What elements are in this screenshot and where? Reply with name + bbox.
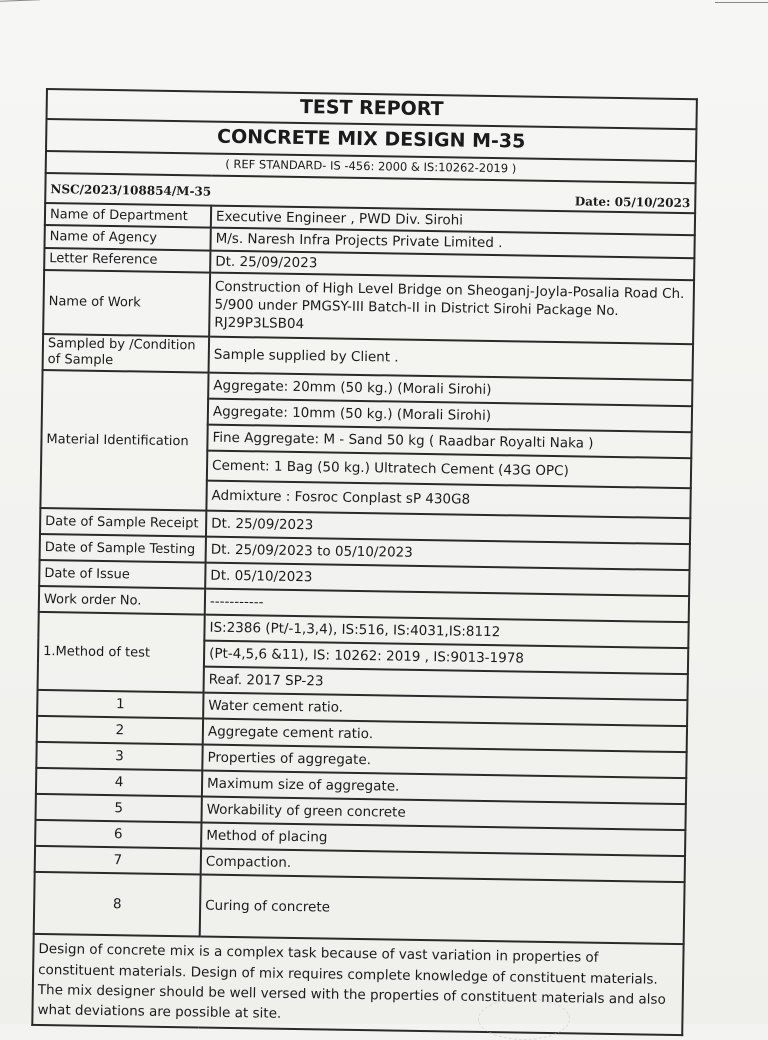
method-of-test-label: 1.Method of test (38, 612, 205, 693)
factor-text: Maximum size of aggregate. (202, 771, 686, 805)
sampled-value: Sample supplied by Client . (209, 336, 694, 380)
department-label: Name of Department (45, 203, 211, 228)
agency-value: M/s. Naresh Infra Projects Private Limited . (210, 228, 694, 258)
letter-reference-label: Letter Reference (44, 248, 210, 273)
factor-text: Method of placing (201, 823, 685, 857)
report-table (31, 88, 698, 1036)
work-order-label: Work order No. (39, 586, 205, 615)
issue-date-label: Date of Issue (39, 560, 205, 589)
testing-date-label: Date of Sample Testing (40, 534, 206, 563)
factor-number: 3 (36, 742, 202, 771)
method-item: (Pt-4,5,6 &11), IS: 10262: 2019 , IS:9013-1978 (204, 641, 688, 675)
factor-number: 6 (35, 820, 201, 849)
factor-text: Curing of concrete (200, 875, 685, 945)
method-item: IS:2386 (Pt/-1,3,4), IS:516, IS:4031,IS:8112 (204, 615, 688, 649)
material-item: Aggregate: 10mm (50 kg.) (Morali Sirohi) (208, 399, 692, 433)
material-item: Aggregate: 20mm (50 kg.) (Morali Sirohi) (208, 373, 692, 407)
letter-reference-value: Dt. 25/09/2023 (210, 250, 694, 280)
material-item: Admixture : Fosroc Conplast sP 430G8 (206, 481, 690, 519)
factor-number: 5 (35, 794, 201, 823)
receipt-date-label: Date of Sample Receipt (40, 508, 206, 537)
report-title: TEST REPORT (47, 89, 697, 129)
factor-number: 2 (37, 716, 203, 745)
work-order-value: ----------- (205, 589, 689, 623)
report-subtitle: CONCRETE MIX DESIGN M-35 (46, 119, 696, 161)
page-edge-line (0, 0, 40, 2)
receipt-date-value: Dt. 25/09/2023 (206, 511, 690, 545)
factor-number: 8 (34, 872, 201, 937)
reference-standard: ( REF STANDARD- IS -456: 2000 & IS:10262-2019 ) (46, 151, 696, 183)
report-number: NSC/2023/108854/M-35 (50, 182, 212, 199)
factor-text: Properties of aggregate. (202, 745, 686, 779)
factor-text: Water cement ratio. (203, 693, 687, 727)
sampled-label: Sampled by /Condition of Sample (43, 334, 210, 373)
material-identification-label: Material Identification (40, 370, 208, 511)
factor-number: 7 (35, 846, 201, 875)
agency-label: Name of Agency (44, 225, 210, 250)
seal-stamp (478, 998, 570, 1040)
factor-text: Workability of green concrete (201, 797, 685, 831)
report-date: Date: 05/10/2023 (574, 194, 691, 211)
footer-paragraph: Design of concrete mix is a complex task because of vast variation in properties of constituent materials. Design of mix requires complete knowledge of constituent materials. The mix designer should be well versed with the properties of constituent materials and also what deviations are possible at site. (32, 934, 683, 1035)
material-item: Fine Aggregate: M - Sand 50 kg ( Raadbar Royalti Naka ) (207, 425, 691, 459)
test-report-sheet (31, 88, 714, 1038)
factor-number: 4 (36, 768, 202, 797)
testing-date-value: Dt. 25/09/2023 to 05/10/2023 (206, 537, 690, 571)
material-item: Cement: 1 Bag (50 kg.) Ultratech Cement (43G OPC) (207, 451, 691, 489)
factor-text: Compaction. (201, 849, 685, 883)
work-value: Construction of High Level Bridge on Sheoganj-Joyla-Posalia Road Ch. 5/900 under PMGSY-III Batch-II in District Sirohi Package No. RJ29P3LSB04 (209, 272, 694, 344)
department-value: Executive Engineer , PWD Div. Sirohi (211, 206, 695, 236)
work-label: Name of Work (43, 270, 210, 337)
method-item: Reaf. 2017 SP-23 (204, 667, 688, 701)
factor-number: 1 (37, 690, 203, 719)
factor-text: Aggregate cement ratio. (203, 719, 687, 753)
page-edge-line (715, 2, 768, 3)
issue-date-value: Dt. 05/10/2023 (205, 563, 689, 597)
